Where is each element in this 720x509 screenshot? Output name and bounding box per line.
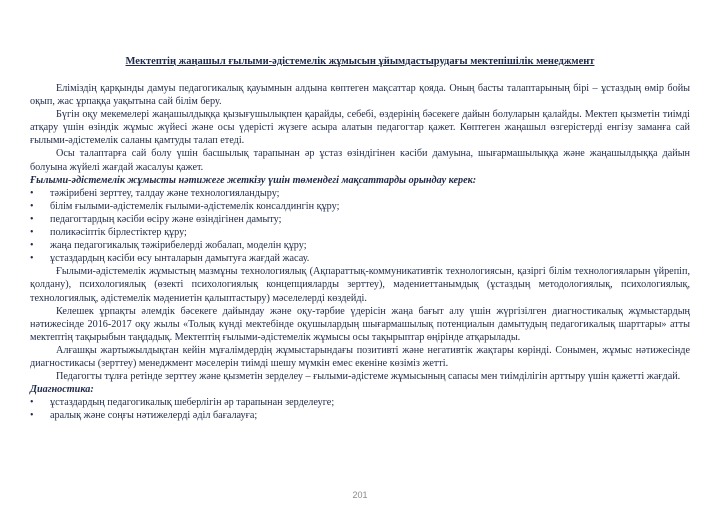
- goals-heading: Ғылыми-әдістемелік жұмысты нәтижеге жеткізу үшін төмендегі мақсаттарды орындау керек:: [30, 174, 477, 186]
- document-body: [30, 82, 690, 422]
- list-item: • білім ғылыми-әдістемелік ғылыми-әдістемелік консалдингін құру;: [30, 200, 690, 213]
- paragraph-6: Алғашқы жартыжылдықтан кейін мұғалімдердің жұмыстарындағы позитивті және негативтік жақтары көрінді. Сонымен, жұмыс нәтижесінде диагностикасы (зерттеу) менеджмент мәселерін тиімді шешу мүмкін емес екеніне көзіміз жетті.: [30, 344, 690, 369]
- list-item: • педагогтардың кәсіби өсіру және өзіндігінен дамыту;: [30, 213, 690, 226]
- paragraph-3: Осы талаптарға сай болу үшін басшылық тарапынан әр ұстаз өзіндігінен кәсіби дамуына, шығармашылыққа және жаңашылдыққа дайын болуына жүйелі жағдай жасалуы қажет.: [30, 148, 690, 173]
- list-item: • аралық және соңғы нәтижелерді әділ бағалауға;: [30, 409, 690, 422]
- diagnostics-list: [30, 396, 690, 422]
- diagnostics-heading: Диагностика:: [30, 384, 94, 396]
- paragraph-1: Еліміздің қарқынды дамуы педагогикалық қауымнын алдына көптеген мақсаттар қояда. Оның басты талаптарының бірі – ұстаздың өмір бойы оқып, жас ұрпаққа уақытына сай білім беру.: [30, 83, 690, 108]
- list-item: • ұстаздардың кәсіби өсу ынталарын дамытуға жағдай жасау.: [30, 252, 690, 265]
- paragraph-5: Келешек ұрпақты әлемдік бәсекеге дайындау және оқу-тәрбие үдерісін жаңа бағыт алу үшін жүргізілген диагностикалық жұмыстардың нәтижесінде 2016-2017 оқу жылы «Толық күнді мектебінде оқушылардың шығармашылық потенциалын дамытудың педагогикалық шарттары» атты мектептің тақырыбын таңдадық. Мектептің ғылыми-әдістемелік жұмысы осы тақырыптар өңірінде атқарылады.: [30, 305, 690, 343]
- goals-list: [30, 187, 690, 266]
- paragraph-2: Бүгін оқу мекемелері жаңашылдыққа қызығушылықпен қарайды, себебі, өздерінің бәсекеге дайын болуларын қалайды. Мектеп қызметін тиімді атқару үшін өзіндік жұмыс жүйесі және осы үдерісті жүзеге асыра алатын педагогтар қажет. Көптеген жаңашыл өзгерістерді енгізу заманға сай ғылыми-әдістемелік саланы қамтуды талап етеді.: [30, 109, 690, 147]
- list-item: • ұстаздардың педагогикалық шеберлігін әр тарапынан зерделеуге;: [30, 396, 690, 409]
- paragraph-7: Педагогты тұлға ретінде зерттеу және қызметін зерделеу – ғылыми-әдістеме жұмысының сапасы мен тиімділігін арттыру үшін қажетті жағдай.: [56, 371, 681, 383]
- list-item: • поликәсіптік бірлестіктер құру;: [30, 226, 690, 239]
- paragraph-4: Ғылыми-әдістемелік жұмыстың мазмұны технологиялық (Ақпараттық-коммуникативтік технологиясын, қазіргі білім технологияларын үйрепіп, қолдану), психологиялық (өзекті психологиялық концепцияларды зерттеу), мәдениеттанымдық (ұстаздың методологиялық, психологиялық, технологиялық, әдістемелік мәдениетін қалыптастыру) мәселелерді көздейді.: [30, 266, 690, 304]
- list-item: • жаңа педагогикалық тәжірибелерді жобалап, моделін құру;: [30, 239, 690, 252]
- page-number: 201: [352, 490, 368, 500]
- list-item: • тәжірибені зерттеу, талдау және технологияландыру;: [30, 187, 690, 200]
- document-title: Мектептің жаңашыл ғылыми-әдістемелік жұмысын ұйымдастырудағы мектепішілік менеджмент: [125, 56, 595, 67]
